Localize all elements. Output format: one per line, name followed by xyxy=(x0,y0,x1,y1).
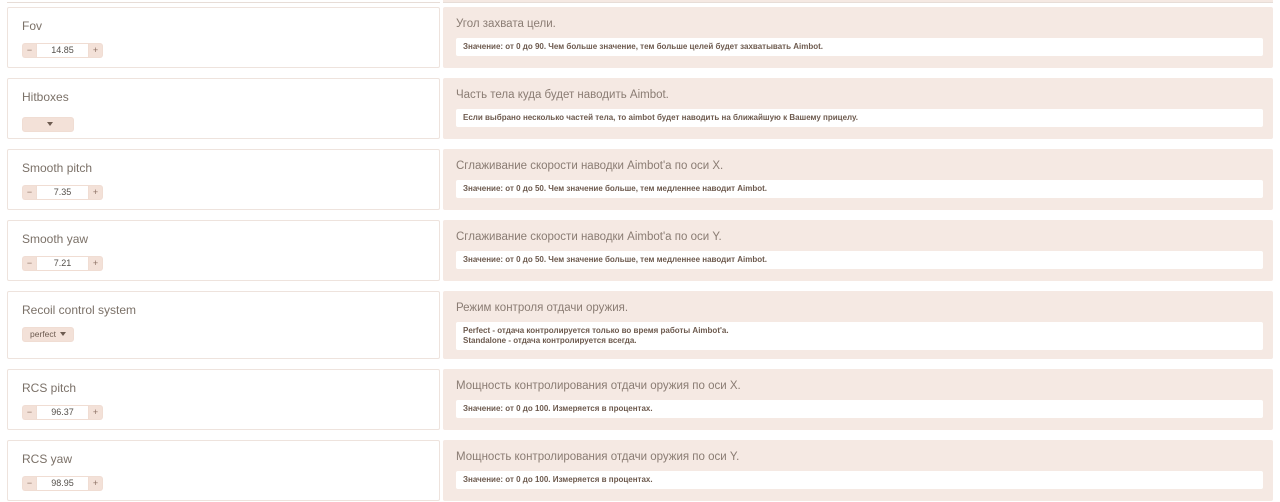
description-title: Режим контроля отдачи оружия. xyxy=(456,302,629,314)
previous-row-remnant xyxy=(7,0,1273,3)
setting-label: RCS yaw xyxy=(22,452,73,466)
decrement-button[interactable]: − xyxy=(22,405,36,420)
decrement-button[interactable]: − xyxy=(22,476,36,491)
value-input[interactable] xyxy=(36,185,89,200)
description-panel xyxy=(443,7,1273,68)
setting-row xyxy=(7,440,1273,501)
number-stepper xyxy=(22,185,103,200)
increment-button[interactable]: + xyxy=(89,476,103,491)
decrement-button[interactable]: − xyxy=(22,185,36,200)
previous-card-bottom xyxy=(7,0,440,3)
description-note-line: Perfect - отдача контролируется только во время работы Aimbot'а. xyxy=(463,326,729,335)
description-panel xyxy=(443,78,1273,139)
description-panel xyxy=(443,220,1273,281)
value-input[interactable] xyxy=(36,43,89,58)
description-title: Сглаживание скорости наводки Aimbot'а по оси Y. xyxy=(456,231,722,243)
setting-row xyxy=(7,291,1273,359)
setting-card xyxy=(7,440,440,501)
value-input[interactable] xyxy=(36,476,89,491)
description-panel xyxy=(443,369,1273,430)
number-stepper xyxy=(22,256,103,271)
description-title: Часть тела куда будет наводить Aimbot. xyxy=(456,89,669,101)
caret-down-icon xyxy=(60,332,66,336)
description-panel xyxy=(443,440,1273,501)
setting-card xyxy=(7,291,440,359)
setting-label: Smooth pitch xyxy=(22,161,93,175)
setting-card xyxy=(7,220,440,281)
value-input[interactable] xyxy=(36,405,89,420)
number-stepper xyxy=(22,476,103,491)
number-stepper xyxy=(22,43,103,58)
decrement-button[interactable]: − xyxy=(22,43,36,58)
previous-panel-bottom xyxy=(443,0,1273,3)
setting-row xyxy=(7,78,1273,139)
setting-row xyxy=(7,220,1273,281)
setting-row xyxy=(7,149,1273,210)
description-note-line: Значение: от 0 до 100. Измеряется в процентах. xyxy=(463,475,653,484)
description-note-box xyxy=(456,322,1263,350)
description-note-box xyxy=(456,251,1263,269)
setting-row xyxy=(7,369,1273,430)
caret-down-icon xyxy=(47,122,53,126)
dropdown-value: perfect xyxy=(30,329,56,339)
setting-card xyxy=(7,78,440,139)
setting-card xyxy=(7,369,440,430)
description-note-box xyxy=(456,38,1263,56)
setting-card xyxy=(7,149,440,210)
description-note-line: Если выбрано несколько частей тела, то aimbot будет наводить на ближайшую к Вашему прицелу. xyxy=(463,113,858,122)
setting-label: Smooth yaw xyxy=(22,232,89,246)
setting-label: Recoil control system xyxy=(22,303,137,317)
value-input[interactable] xyxy=(36,256,89,271)
description-title: Мощность контролирования отдачи оружия по оси Y. xyxy=(456,451,740,463)
setting-label: Fov xyxy=(22,19,43,33)
settings-list xyxy=(7,7,1273,501)
dropdown-button[interactable] xyxy=(22,117,74,132)
number-stepper xyxy=(22,405,103,420)
description-note-line: Standalone - отдача контролируется всегда. xyxy=(463,336,637,345)
description-title: Угол захвата цели. xyxy=(456,18,556,30)
description-note-box xyxy=(456,180,1263,198)
increment-button[interactable]: + xyxy=(89,43,103,58)
setting-label: Hitboxes xyxy=(22,90,69,104)
description-note-box xyxy=(456,471,1263,489)
description-note-line: Значение: от 0 до 50. Чем значение больше, тем медленнее наводит Aimbot. xyxy=(463,184,768,193)
decrement-button[interactable]: − xyxy=(22,256,36,271)
increment-button[interactable]: + xyxy=(89,405,103,420)
setting-card xyxy=(7,7,440,68)
dropdown-button[interactable] xyxy=(22,327,74,342)
setting-row xyxy=(7,7,1273,68)
description-title: Мощность контролирования отдачи оружия по оси X. xyxy=(456,380,741,392)
description-note-line: Значение: от 0 до 90. Чем больше значение, тем больше целей будет захватывать Aimbot. xyxy=(463,42,824,51)
description-panel xyxy=(443,291,1273,359)
description-note-line: Значение: от 0 до 50. Чем значение больше, тем медленнее наводит Aimbot. xyxy=(463,255,768,264)
increment-button[interactable]: + xyxy=(89,185,103,200)
setting-label: RCS pitch xyxy=(22,381,77,395)
description-panel xyxy=(443,149,1273,210)
description-note-box xyxy=(456,400,1263,418)
description-note-box xyxy=(456,109,1263,127)
description-title: Сглаживание скорости наводки Aimbot'а по оси X. xyxy=(456,160,724,172)
description-note-line: Значение: от 0 до 100. Измеряется в процентах. xyxy=(463,404,653,413)
increment-button[interactable]: + xyxy=(89,256,103,271)
